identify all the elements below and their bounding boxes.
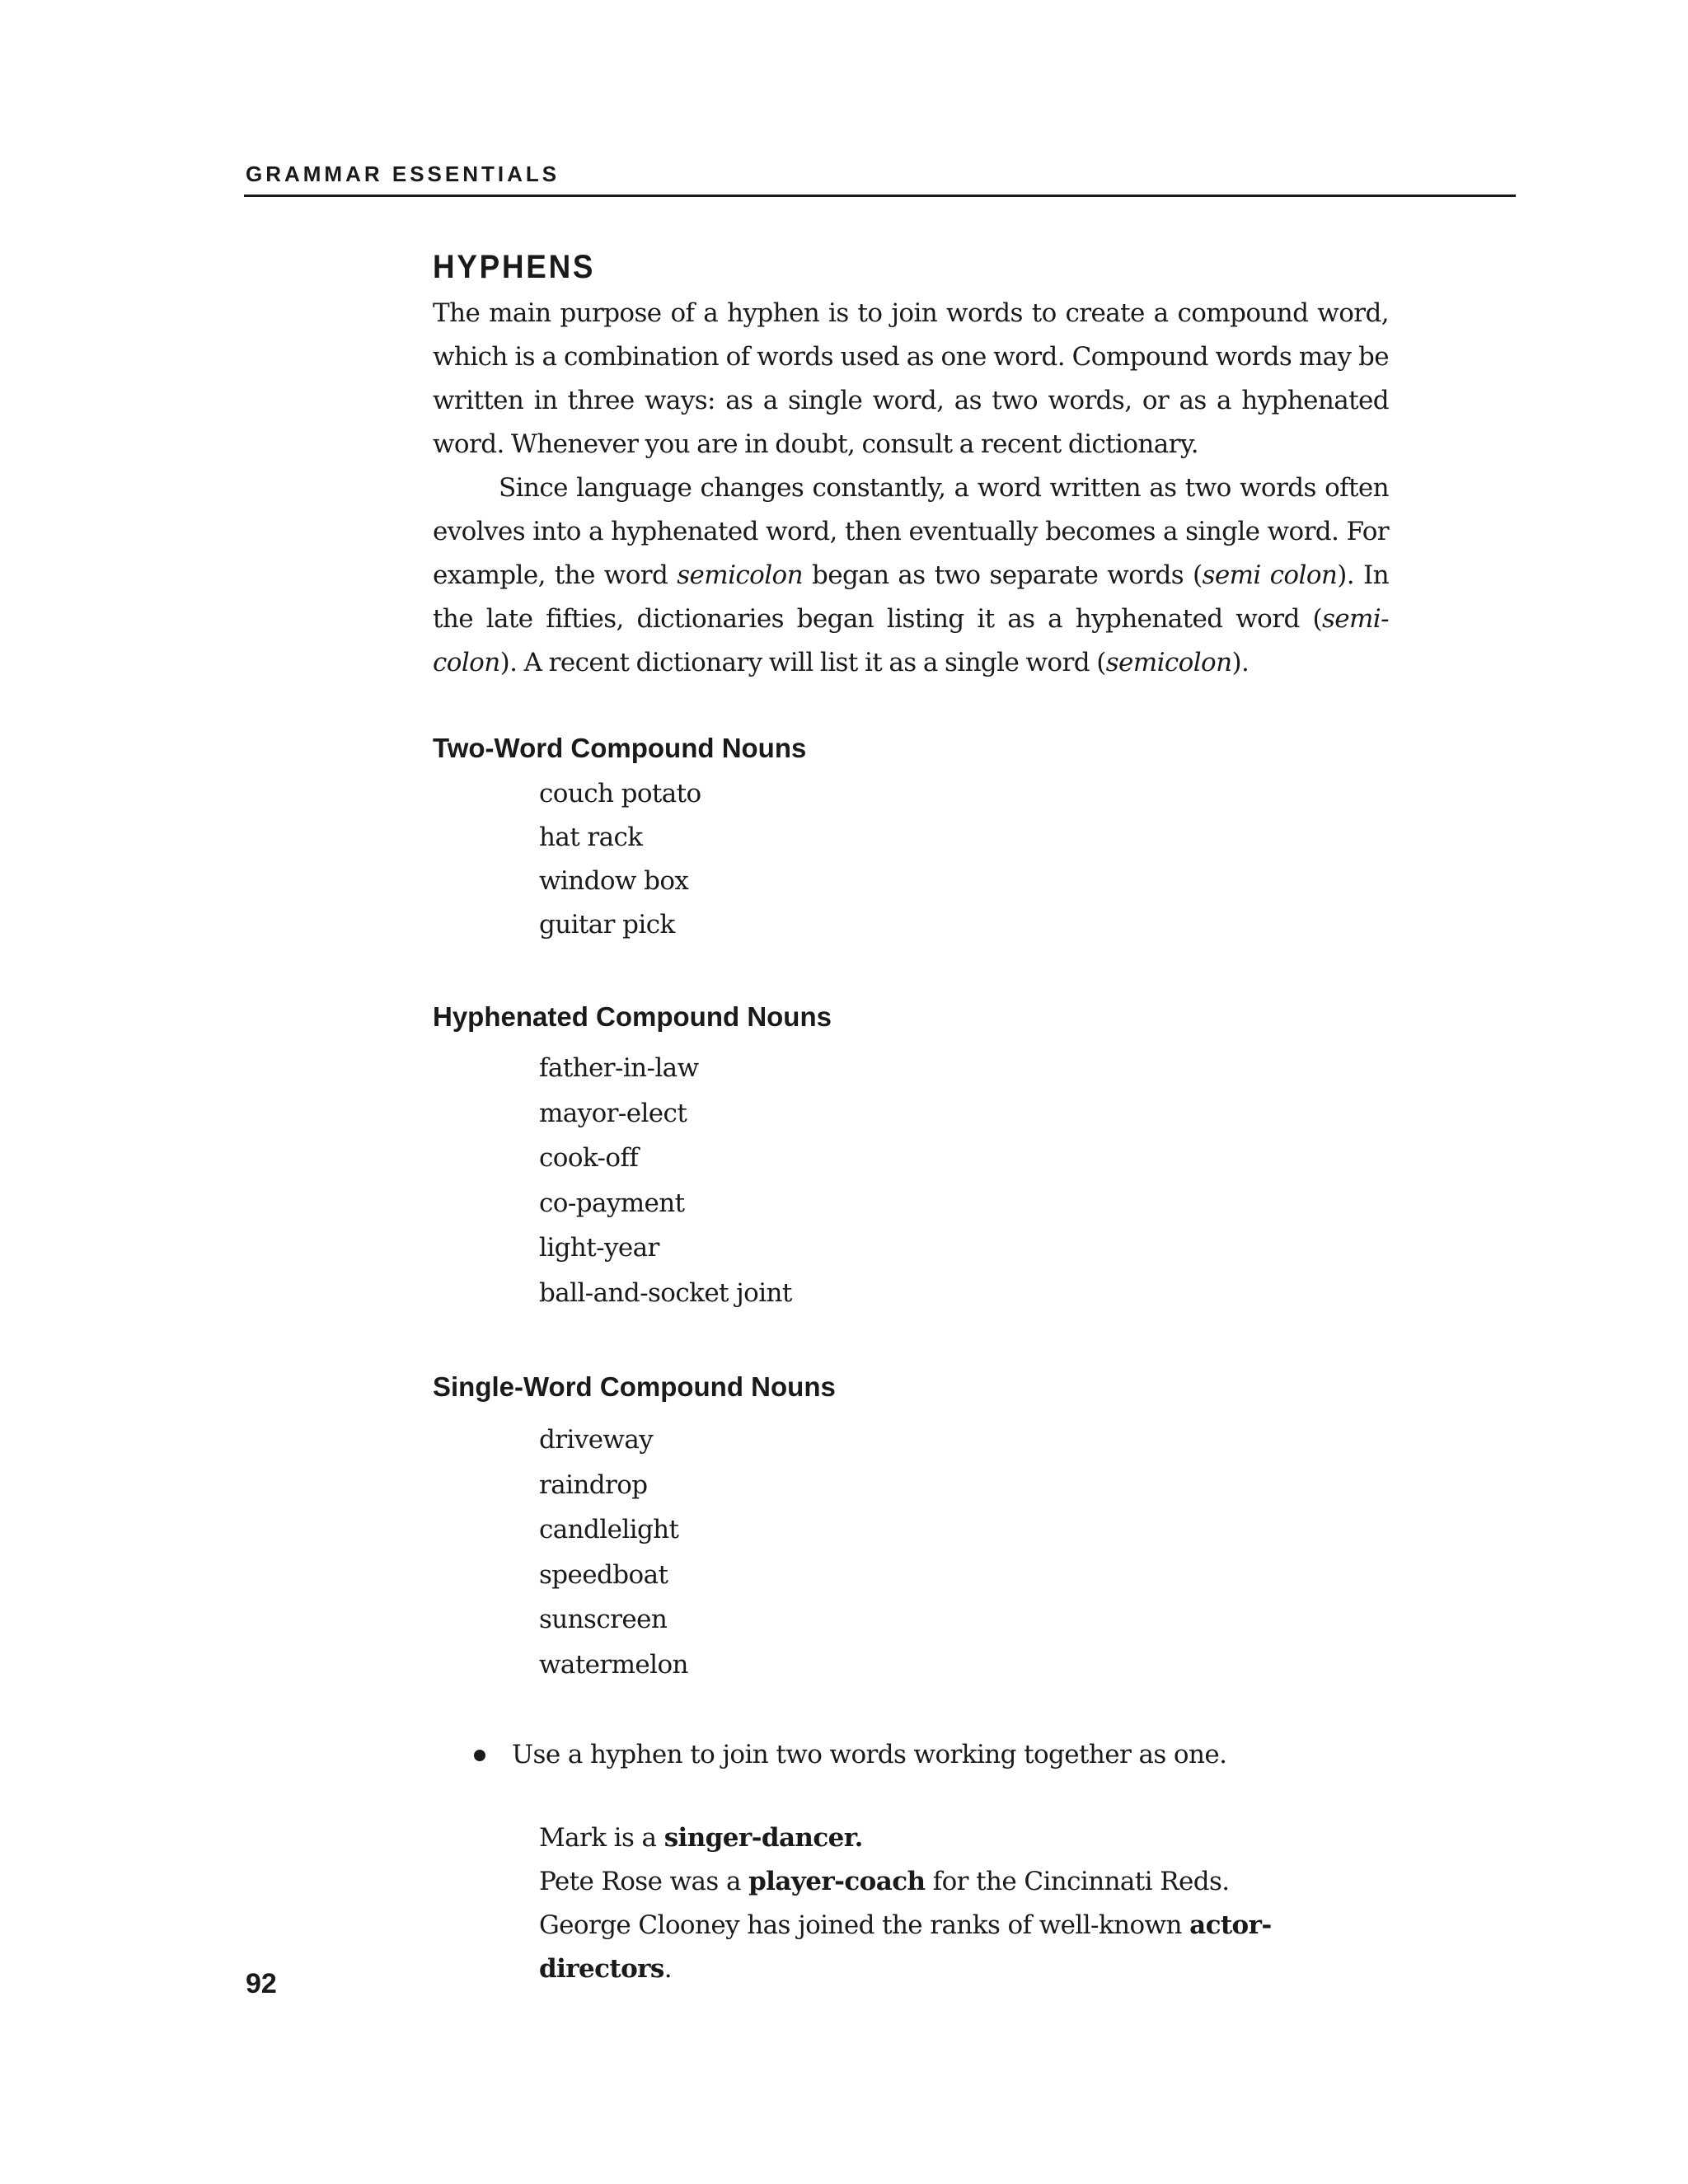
list-item: father-in-law [539, 1053, 699, 1083]
page-number: 92 [246, 1968, 277, 1999]
two-word-list [433, 772, 1389, 947]
hyphenated-heading: Hyphenated Compound Nouns [433, 1001, 832, 1032]
para-text: began as two separate words ( [802, 560, 1203, 590]
list-item: window box [539, 866, 689, 896]
list-item: raindrop [539, 1469, 648, 1500]
bullet-icon [474, 1750, 485, 1761]
list-item: speedboat [539, 1559, 668, 1590]
list-item: cook-off [539, 1143, 639, 1173]
intro-paragraph: The main purpose of a hyphen is to join words to create a compound word, which is a combination of words used as one word. Compound words may be written in three ways: as a single word, as two words, or as a hyphenated word. Whenever you are in doubt, consult a recent dictionary. [433, 298, 1389, 459]
list-item: co-payment [539, 1188, 685, 1218]
example-text: Pete Rose was a [539, 1867, 749, 1896]
list-item: sunscreen [539, 1605, 668, 1634]
list-item: light-year [539, 1233, 659, 1263]
evolution-paragraph [433, 466, 1389, 685]
example-sentences [433, 1816, 1389, 1991]
list-item: hat rack [539, 823, 643, 852]
para-text: ). A recent dictionary will list it as a single word ( [499, 648, 1106, 677]
para-text: ). In the late fifties, dictionaries began listing it as a hyphenated word ( [433, 560, 1389, 634]
page-content [433, 244, 1389, 1991]
italic-term: semi colon [1202, 560, 1338, 590]
bullet-text: Use a hyphen to join two words working together as one. [512, 1740, 1227, 1769]
list-item: watermelon [539, 1649, 688, 1680]
two-word-heading: Two-Word Compound Nouns [433, 733, 807, 763]
italic-term: semi-colon [433, 604, 1389, 677]
para-text: ). [1231, 648, 1250, 677]
single-word-heading: Single-Word Compound Nouns [433, 1371, 836, 1402]
example-compound: singer-dancer. [663, 1823, 863, 1853]
example-text: Mark is a [539, 1823, 664, 1853]
example-text: for the Cincinnati Reds. [925, 1867, 1230, 1896]
example-sentence [539, 1816, 1389, 1860]
list-item: mayor-elect [539, 1098, 687, 1128]
list-item: candlelight [539, 1515, 679, 1544]
italic-term: semicolon [677, 560, 803, 590]
hyphenated-list [433, 1046, 1389, 1315]
header-rule [244, 194, 1516, 197]
para-text: Since language changes constantly, a word written as two words often evolves into a hyphenated word, then eventually becomes a single word. For example, the word [433, 473, 1389, 590]
list-item: guitar pick [539, 910, 675, 940]
single-word-list [433, 1418, 1389, 1687]
example-text: George Clooney has joined the ranks of well-known [539, 1910, 1190, 1940]
list-item: driveway [539, 1425, 654, 1455]
italic-term: semicolon [1105, 648, 1232, 677]
section-title: HYPHENS [433, 249, 596, 285]
example-sentence [539, 1904, 1389, 1991]
running-head: GRAMMAR ESSENTIALS [246, 162, 560, 186]
example-compound: actor-directors [539, 1910, 1272, 1984]
list-item: couch potato [539, 779, 701, 808]
example-sentence [539, 1860, 1389, 1904]
list-item: ball-and-socket joint [539, 1277, 792, 1308]
example-compound: player-coach [748, 1867, 926, 1896]
example-text: . [663, 1954, 673, 1984]
rule-bullet [433, 1733, 1389, 1777]
